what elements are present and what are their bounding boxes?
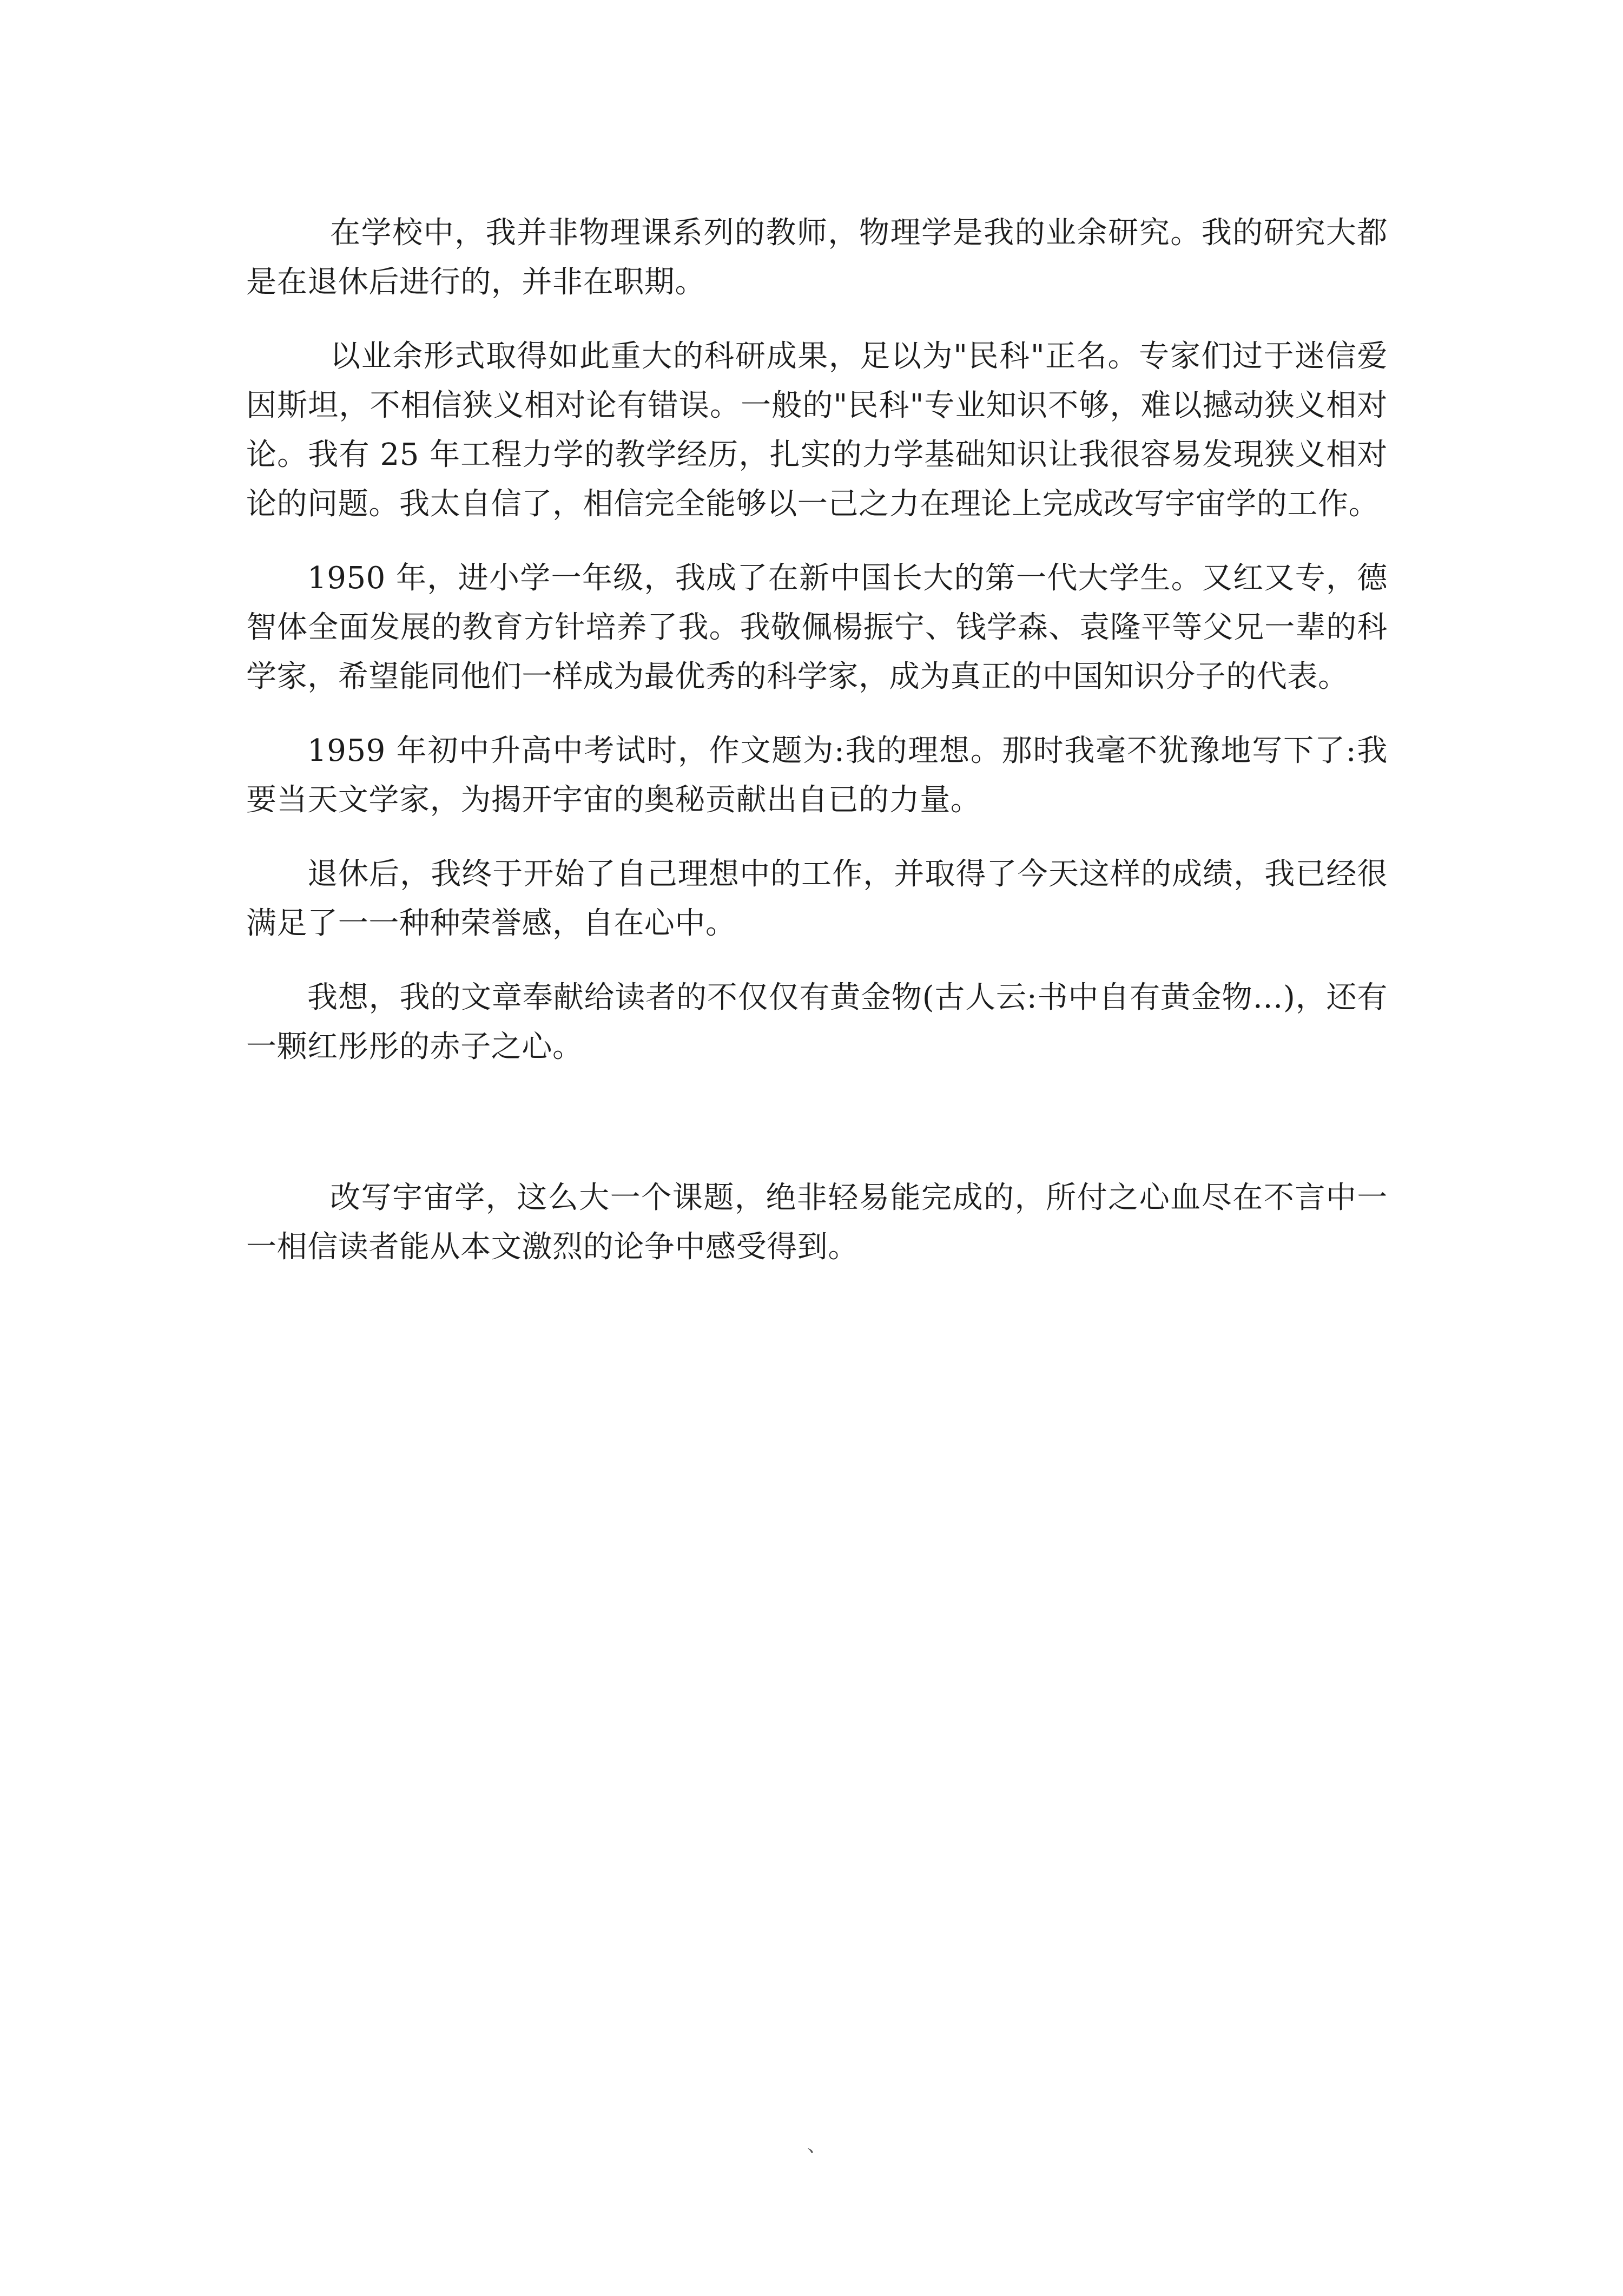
page-mark: 、	[807, 2134, 827, 2156]
paragraph-education-1950: 1950 年，进小学一年级，我成了在新中国长大的第一代大学生。又红又专，德智体全面发展的教育方针培养了我。我敬佩楊振宁、钱学森、袁隆平等父兄一辈的科学家，希望能同他们一样成为最优秀的科学家，成为真正的中国知识分子的代表。	[246, 561, 1388, 694]
paragraph-closing: 改写宇宙学，这么大一个课题，绝非轻易能完成的，所付之心血尽在不言中一一相信读者能从本文激烈的论争中感受得到。	[246, 1180, 1388, 1265]
paragraph-ideal-1959: 1959 年初中升高中考试时，作文题为:我的理想。那时我毫不犹豫地写下了:我要当天文学家，为揭开宇宙的奥秘贡献出自已的力量。	[246, 733, 1388, 818]
paragraph-citizen-science: 以业余形式取得如此重大的科研成果，足以为"民科"正名。专家们过于迷信爱因斯坦，不相信狭义相对论有错误。一般的"民科"专业知识不够，难以撼动狭义相对论。我有 25 年工程力学的教学经历，扎实的力学基础知识让我很容易发現狭义相对论的问题。我太自信了，相信完全能够以一己之力在理论上完成改写宇宙学的工作。	[246, 339, 1388, 522]
paragraph-dedication: 我想，我的文章奉献给读者的不仅仅有黄金物(古人云:书中自有黄金物…)，还有一颗红彤彤的赤子之心。	[246, 980, 1388, 1064]
paragraph-retirement: 退休后，我终于开始了自己理想中的工作，并取得了今天这样的成绩，我已经很满足了一一种种荣誉感，自在心中。	[246, 857, 1388, 941]
paragraph-amateur-research: 在学校中，我并非物理课系列的教师，物理学是我的业余研究。我的研究大都是在退休后进行的，并非在职期。	[246, 215, 1388, 300]
body-text	[246, 208, 1388, 1297]
